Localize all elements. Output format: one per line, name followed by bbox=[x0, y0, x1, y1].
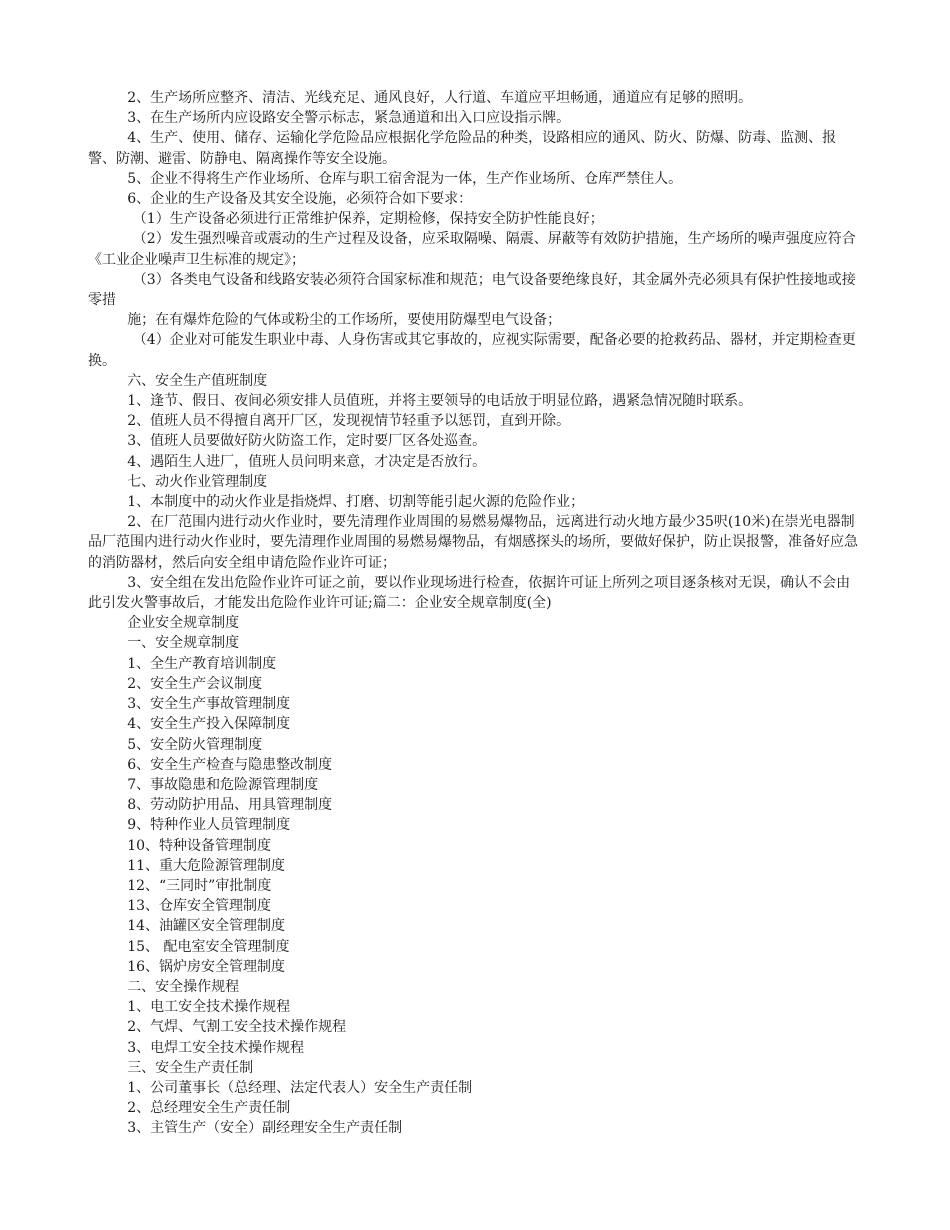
paragraph: 2、气焊、气割工安全技术操作规程 bbox=[127, 1019, 347, 1036]
paragraph: 企业安全规章制度 bbox=[127, 615, 240, 632]
paragraph: 二、安全操作规程 bbox=[127, 978, 240, 995]
paragraph: 2、安全生产会议制度 bbox=[127, 675, 263, 692]
paragraph: 4、生产、使用、储存、运输化学危险品应根据化学危险品的种类，设路相应的通风、防火、防爆、防毒、监测、报警、防潮、避雷、防静电、隔离操作等安全设施。 bbox=[88, 130, 837, 167]
paragraph: 一、安全规章制度 bbox=[127, 635, 240, 652]
paragraph: 六、安全生产值班制度 bbox=[127, 372, 268, 389]
paragraph: 施；在有爆炸危险的气体或粉尘的工作场所，要使用防爆型电气设备； bbox=[127, 312, 562, 329]
paragraph: 5、企业不得将生产作业场所、仓库与职工宿舍混为一体，生产作业场所、仓库严禁住人。 bbox=[127, 170, 683, 187]
document-body bbox=[88, 88, 860, 1139]
paragraph: 七、动火作业管理制度 bbox=[127, 473, 268, 490]
paragraph: 三、安全生产责任制 bbox=[127, 1059, 254, 1076]
paragraph: （3）各类电气设备和线路安装必须符合国家标准和规范；电气设备要绝缘良好，其金属外壳必须具有保护性接地或接零措 bbox=[88, 271, 856, 309]
paragraph: 6、安全生产检查与隐患整改制度 bbox=[127, 756, 333, 773]
paragraph: 8、劳动防护用品、用具管理制度 bbox=[127, 797, 333, 814]
paragraph: 16、锅炉房安全管理制度 bbox=[127, 958, 286, 975]
paragraph: 11、重大危险源管理制度 bbox=[127, 857, 286, 874]
paragraph: 4、安全生产投入保障制度 bbox=[127, 716, 291, 733]
paragraph: 3、值班人员要做好防火防盗工作，定时要厂区各处巡查。 bbox=[127, 433, 487, 450]
paragraph: 5、安全防火管理制度 bbox=[127, 736, 263, 753]
paragraph: 2、总经理安全生产责任制 bbox=[127, 1100, 291, 1117]
paragraph: 10、特种设备管理制度 bbox=[127, 837, 272, 854]
paragraph: 15、 配电室安全管理制度 bbox=[127, 938, 290, 955]
paragraph: 3、安全组在发出危险作业许可证之前，要以作业现场进行检查，依据许可证上所列之项目逐条核对无误，确认不会由此引发火警事故后，才能发出危险作业许可证;篇二：企业安全规章制度(全) bbox=[88, 574, 851, 612]
paragraph: 13、仓库安全管理制度 bbox=[127, 898, 272, 915]
paragraph: 6、企业的生产设备及其安全设施，必须符合如下要求： bbox=[127, 191, 473, 208]
paragraph: 4、遇陌生人进厂，值班人员问明来意，才决定是否放行。 bbox=[127, 453, 487, 470]
paragraph: 1、公司董事长（总经理、法定代表人）安全生产责任制 bbox=[127, 1079, 473, 1096]
paragraph: 3、安全生产事故管理制度 bbox=[127, 696, 291, 713]
paragraph: 9、特种作业人员管理制度 bbox=[127, 817, 291, 834]
paragraph: 2、生产场所应整齐、清洁、光线充足、通风良好，人行道、车道应平坦畅通，通道应有足够的照明。 bbox=[127, 90, 753, 106]
paragraph: （2）发生强烈噪音或震动的生产过程及设备，应采取隔噪、隔震、屏蔽等有效防护措施，生产场所的噪声强度应符合《工业企业噪声卫生标准的规定》； bbox=[88, 231, 856, 268]
paragraph: 1、全生产教育培训制度 bbox=[127, 655, 277, 672]
paragraph: 12、“三同时”审批制度 bbox=[127, 877, 272, 894]
paragraph: 1、本制度中的动火作业是指烧焊、打磨、切割等能引起火源的危险作业； bbox=[127, 494, 585, 511]
paragraph: 7、事故隐患和危险源管理制度 bbox=[127, 776, 319, 793]
paragraph: 2、值班人员不得擅自离开厂区，发现视情节轻重予以惩罚，直到开除。 bbox=[127, 413, 571, 430]
paragraph: 14、油罐区安全管理制度 bbox=[127, 918, 286, 935]
paragraph: 1、逢节、假日、夜间必须安排人员值班，并将主要领导的电话放于明显位路，遇紧急情况随时联系。 bbox=[127, 393, 753, 410]
paragraph: 3、电焊工安全技术操作规程 bbox=[127, 1039, 305, 1056]
paragraph: 1、电工安全技术操作规程 bbox=[127, 999, 291, 1016]
paragraph: 2、在厂范围内进行动火作业时，要先清理作业周围的易燃易爆物品，远离进行动火地方最少35呎(10米)在崇光电器制品厂范围内进行动火作业时，要先清理作业周围的易燃易爆物品，有烟感探头的场所，要做好保护，防止误报警，准备好应急的消防器材，然后向安全组申请危险作业许可证； bbox=[88, 514, 858, 571]
paragraph: （4）企业对可能发生职业中毒、人身伤害或其它事故的，应视实际需要，配备必要的抢救药品、器材，并定期检查更换。 bbox=[88, 332, 856, 369]
paragraph: 3、主管生产（安全）副经理安全生产责任制 bbox=[127, 1120, 403, 1137]
paragraph: （1）生产设备必须进行正常维护保养，定期检修，保持安全防护性能良好； bbox=[132, 211, 604, 228]
paragraph: 3、在生产场所内应设路安全警示标志，紧急通道和出入口应设指示牌。 bbox=[127, 110, 571, 127]
